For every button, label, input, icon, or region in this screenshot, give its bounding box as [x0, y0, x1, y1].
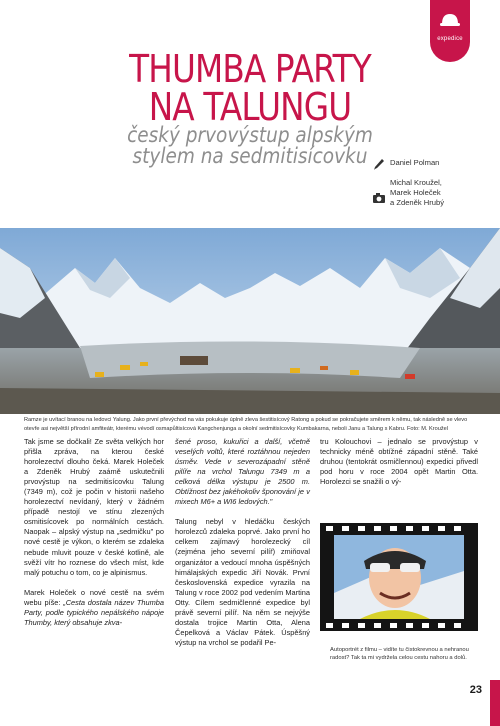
paragraph-history: Talung nebyl v hledáčku českých horolezců zdaleka poprvé. Jako první ho celkem zajímavý horolezecký cíl (zejména jeho severní pilíř) zmiňoval organizátor a vedoucí mnoha úspěšných himálajských expedic Jiří Novák. První československá expedice vyrazila na Talung v roce 2002 pod vedením Martina Otty. Cílem sedmičlenné expedice byl právě severní pilíř. Na něm se nejvýše dostala trojice Martin Otta, Alena Čepelková a Václav Pátek. Úspěšný výstup na vrchol se podařil Pe-: [175, 517, 310, 647]
paragraph-quote-end: [175, 437, 310, 507]
text-column-2: [175, 437, 310, 658]
pencil-icon: [372, 158, 386, 170]
subtitle-line-1: český prvovýstup alpským: [127, 123, 373, 147]
page-number: 23: [469, 684, 482, 696]
writer-name: Daniel Polman: [390, 158, 440, 167]
title-line-1: THUMBA PARTY: [129, 47, 371, 91]
title-line-2: NA TALUNGU: [148, 85, 352, 129]
mountain-photo: [0, 228, 500, 414]
hat-icon: [439, 8, 461, 30]
section-label: expedice: [437, 36, 463, 42]
camera-icon: [372, 192, 386, 204]
paragraph-quote-start: [24, 588, 164, 628]
subtitle-line-2: stylem na sedmitisícovku: [132, 144, 368, 168]
text-column-3: [320, 437, 478, 497]
quote-lead: Marek Holeček o nové cestě na svém webu píše:: [24, 587, 164, 607]
photographer-credit: [390, 178, 490, 208]
section-tab: [430, 0, 470, 62]
article-subtitle: [118, 125, 382, 167]
page-accent-bar: [490, 680, 500, 726]
author-credits: [390, 158, 490, 216]
quote-text: „Cesta dostala název Thumba Party, podle typického nepálského nápoje Thumby, který obsahuje zkva-: [24, 597, 164, 627]
paragraph-intro: Tak jsme se dočkali! Ze světa velkých hor přišla zpráva, na kterou české horolezectví dlouho čeká. Marek Holeček a Zdeněk Hrubý zaámě uskutečnili prvovýstup na sedmitisícovku Talung (7349 m), což je počin v historii našeho horolezectví nevídaný, který v žádném případě nestojí ve stínu zlezených osmitisícovek po normálních cestách. Naopak – alpský výstup na „sedmičku" po nové cestě je výkon, o kterém se zdaleka nebude mluvit pouze v české kotlině, ale svěží vítr ho roznese do všech míst, kde malý potuchu o tom, co je alpinismus.: [24, 437, 164, 577]
writer-credit: [390, 158, 490, 170]
photographer-2: Marek Holeček: [390, 188, 441, 197]
quote-continuation: šené proso, kukuřici a další, včetně veselých voltů, které roztáhnou nejeden úsměv. Vede v severozápadní stěně pilíře na vrchol Talungu 7349 m a celková délka výstupu je 2500 m. Obtížnost bez jakéhokoliv šponování je v mixech M6+ a WI6 ledových.": [175, 437, 310, 507]
paragraph-history-cont: tru Kolouchovi – jednalo se prvovýstup v technicky méně obtížné západní stěně. Také druhou (tentokrát osmičlennou) expedici přivedl pod horu v roce 2004 opět Martin Otta. Horolezci se snažili o vý-: [320, 437, 478, 487]
photo-caption: Ramze je uvítací branou na ledovci Yalung. Jako první převýchod na vás pokukuje úplně zleva šestitisícový Ratong a pokud se pokračujete směrem k němu, tak následně se vlevo otevře asi největší přírodní amfiteátr, kterému vévodí osmapůltisícová Kangchenjunga a okolní sedmitisícovky Kumbakarna, neboli Janu a Talung s Kabru. Foto: M. Kroužel: [24, 417, 468, 432]
filmstrip-photo: [320, 523, 478, 631]
text-column-1: [24, 437, 164, 638]
filmstrip-caption: Autoportrét z filmu – vidíte tu čistokrevnou a nehranou radost? Tak ta mi vydržela celou cestu nahoru a dolů.: [330, 647, 469, 661]
article-title: [112, 47, 387, 129]
photographer-3: a Zdeněk Hrubý: [390, 198, 445, 207]
photographer-1: Michal Kroužel,: [390, 178, 442, 187]
